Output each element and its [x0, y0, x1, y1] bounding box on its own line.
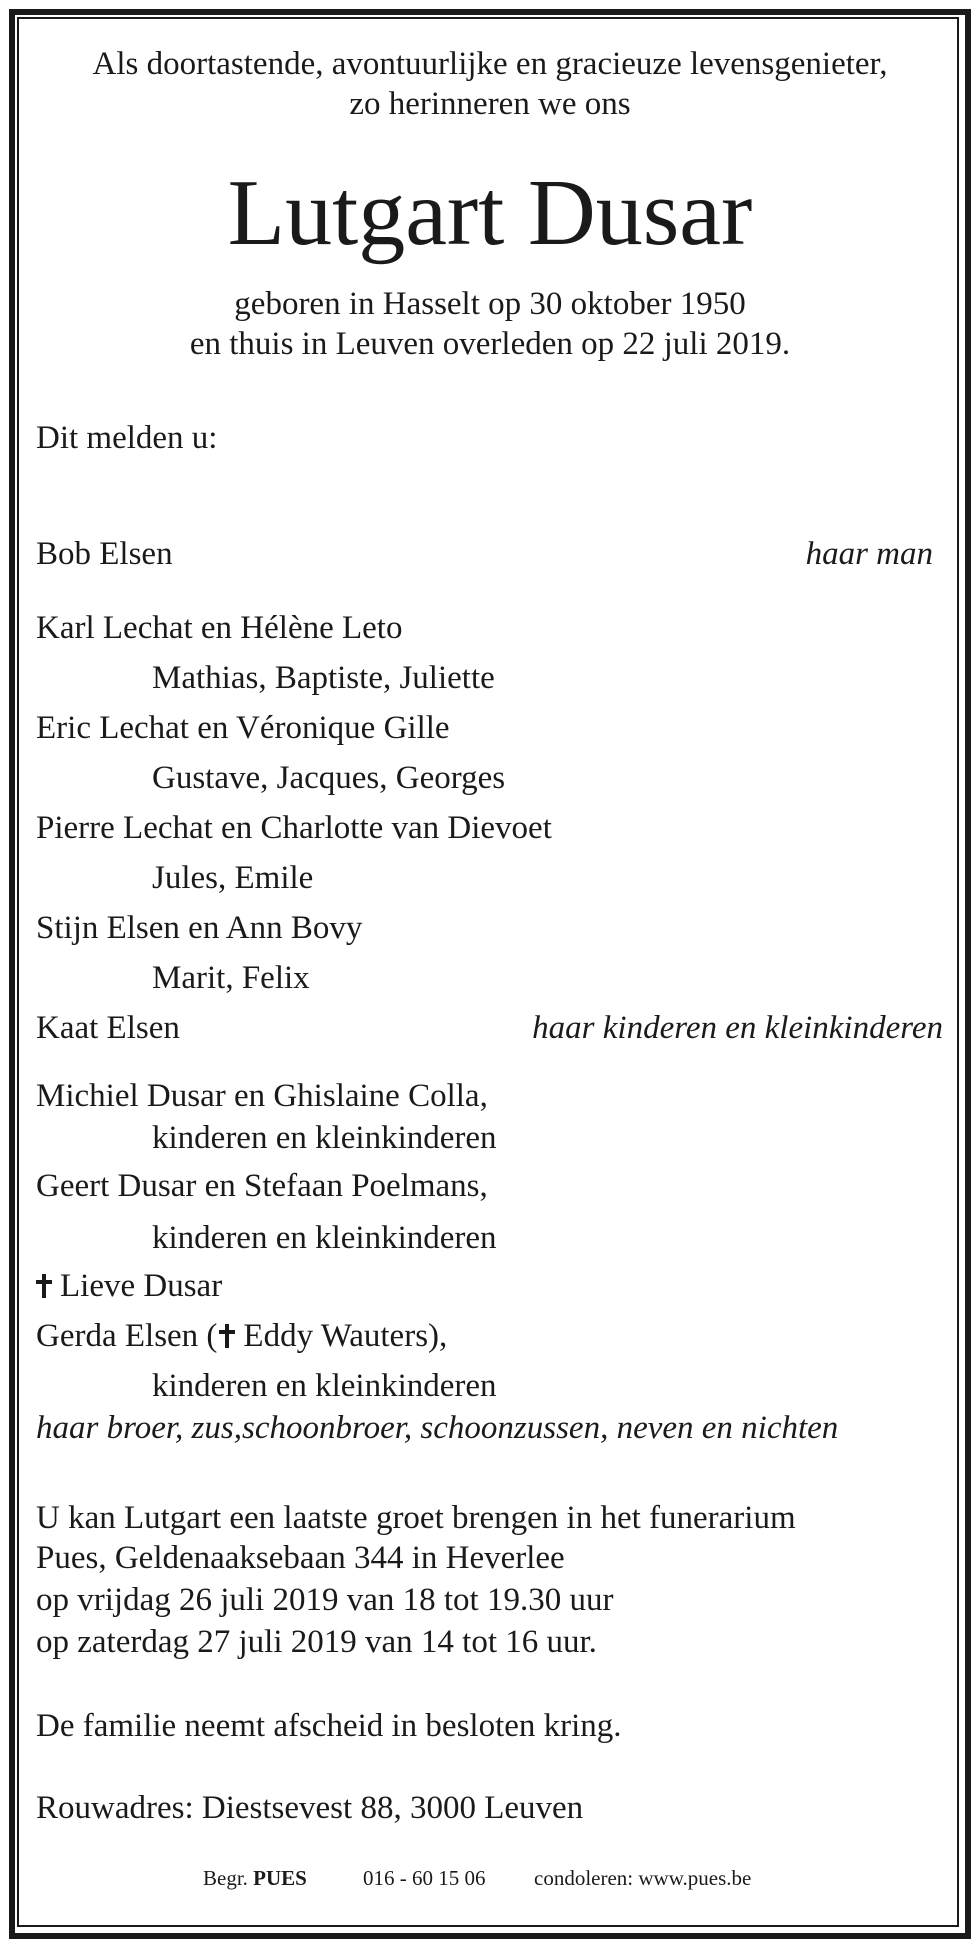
address-text: Rouwadres: Diestsevest 88, 3000 Leuven	[36, 1790, 584, 1826]
cross-icon	[219, 1324, 235, 1348]
footer-phone: 016 - 60 15 06	[363, 1866, 486, 1890]
child-line: Pierre Lechat en Charlotte van Dievoet	[36, 810, 552, 846]
visit-line: Pues, Geldenaaksebaan 344 in Heverlee	[36, 1540, 565, 1576]
intro-line-1: Als doortastende, avontuurlijke en gracieuze levensgenieter,	[92, 46, 888, 82]
farewell-text: De familie neemt afscheid in besloten kring.	[36, 1708, 622, 1744]
grandchildren-line: Jules, Emile	[152, 860, 314, 896]
grandchildren-line: Marit, Felix	[152, 960, 310, 996]
sibling-line: Geert Dusar en Stefaan Poelmans,	[36, 1168, 488, 1204]
deceased-name: Lutgart Dusar	[227, 161, 753, 265]
child-line: Kaat Elsen	[36, 1010, 180, 1046]
siblings-role: haar broer, zus,schoonbroer, schoonzussen, neven en nichten	[36, 1410, 839, 1446]
children-role: haar kinderen en kleinkinderen	[532, 1010, 943, 1046]
grandchildren-line: Mathias, Baptiste, Juliette	[152, 660, 495, 696]
husband-role: haar man	[805, 536, 933, 572]
sibling-name: Lieve Dusar	[60, 1268, 223, 1304]
sibling-sub-line: kinderen en kleinkinderen	[152, 1220, 497, 1256]
child-line: Stijn Elsen en Ann Bovy	[36, 910, 363, 946]
footer	[203, 1868, 307, 1889]
sibling-line	[36, 1320, 447, 1353]
child-line: Eric Lechat en Véronique Gille	[36, 710, 450, 746]
visit-line: U kan Lutgart een laatste groet brengen in het funerarium	[36, 1500, 796, 1536]
husband-name: Bob Elsen	[36, 536, 173, 572]
intro-line-2: zo herinneren we ons	[349, 86, 631, 122]
spouse-name: Eddy Wauters),	[243, 1318, 448, 1354]
sibling-line: Michiel Dusar en Ghislaine Colla,	[36, 1078, 488, 1114]
footer-condolences-link[interactable]: condoleren: www.pues.be	[534, 1866, 752, 1890]
visit-line: op vrijdag 26 juli 2019 van 18 tot 19.30 uur	[36, 1582, 614, 1618]
cross-icon	[36, 1274, 52, 1298]
announce-text: Dit melden u:	[36, 420, 218, 456]
child-line: Karl Lechat en Hélène Leto	[36, 610, 403, 646]
sibling-name: Gerda Elsen (	[36, 1318, 218, 1354]
birth-line: geboren in Hasselt op 30 oktober 1950	[234, 286, 746, 322]
grandchildren-line: Gustave, Jacques, Georges	[152, 760, 506, 796]
sibling-sub-line: kinderen en kleinkinderen	[152, 1120, 497, 1156]
footer-begr-label: Begr.	[203, 1866, 248, 1890]
sibling-line-deceased	[36, 1270, 222, 1303]
footer-company: PUES	[253, 1866, 307, 1890]
death-line: en thuis in Leuven overleden op 22 juli 2019.	[189, 326, 791, 362]
sibling-sub-line: kinderen en kleinkinderen	[152, 1368, 497, 1404]
visit-line: op zaterdag 27 juli 2019 van 14 tot 16 uur.	[36, 1624, 597, 1660]
